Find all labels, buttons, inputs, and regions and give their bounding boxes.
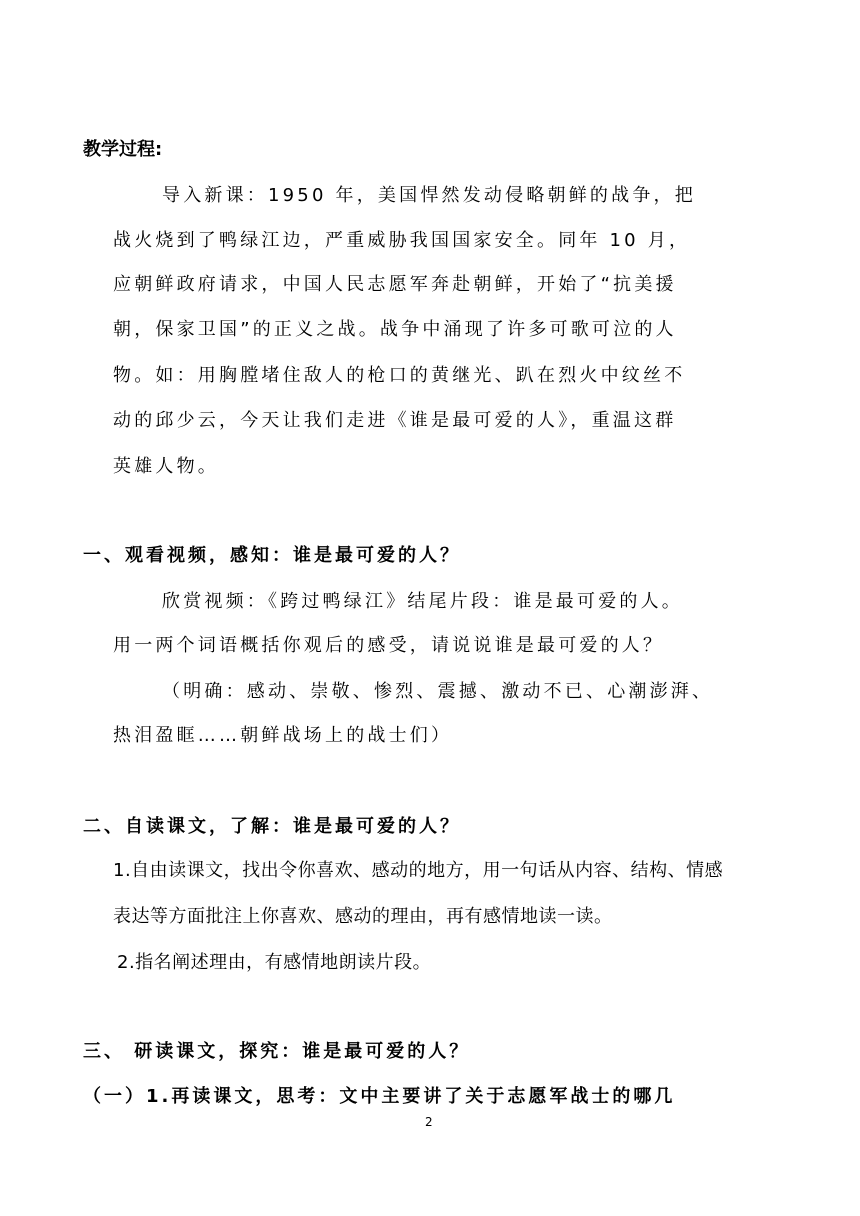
section-heading: 一、观看视频，感知：谁是最可爱的人？ [83,545,461,566]
section-line: 2.指名阐述理由，有感情地朗读片段。 [117,952,432,973]
section-heading: 三、 研读课文，探究：谁是最可爱的人？ [83,1041,471,1062]
intro-line: 英雄人物。 [113,456,219,477]
section-line: 欣赏视频：《跨过鸭绿江》结尾片段：谁是最可爱的人。 [162,591,683,612]
section-line: 1.自由读课文，找出令你喜欢、感动的地方，用一句话从内容、结构、情感 [113,860,724,881]
section-line: 用一两个词语概括你观后的感受，请说说谁是最可爱的人？ [113,635,665,656]
intro-line: 应朝鲜政府请求，中国人民志愿军奔赴朝鲜，开始了“抗美援 [113,274,677,295]
section-line: 热泪盈眶……朝鲜战场上的战士们） [113,725,453,746]
intro-line: 物。如：用胸膛堵住敌人的枪口的黄继光、趴在烈火中纹丝不 [113,365,686,386]
intro-line: 动的邱少云，今天让我们走进《谁是最可爱的人》，重温这群 [113,410,677,431]
intro-line: 导入新课：1950 年，美国悍然发动侵略朝鲜的战争，把 [162,185,696,206]
section-subheading: （一）1.再读课文，思考：文中主要讲了关于志愿军战士的哪几 [83,1086,676,1107]
section-line: （明确：感动、崇敬、惨烈、震撼、激动不已、心潮澎湃、 [162,681,714,702]
section-heading: 二、自读课文，了解：谁是最可爱的人？ [83,816,461,837]
intro-line: 朝，保家卫国”的正义之战。战争中涌现了许多可歌可泣的人 [113,319,677,340]
intro-line: 战火烧到了鸭绿江边，严重威胁我国国家安全。同年 10 月， [113,230,691,251]
section-label: 教学过程: [83,139,163,160]
section-line: 表达等方面批注上你喜欢、感动的理由，再有感情地读一读。 [113,906,613,927]
page-number: 2 [425,1115,433,1129]
